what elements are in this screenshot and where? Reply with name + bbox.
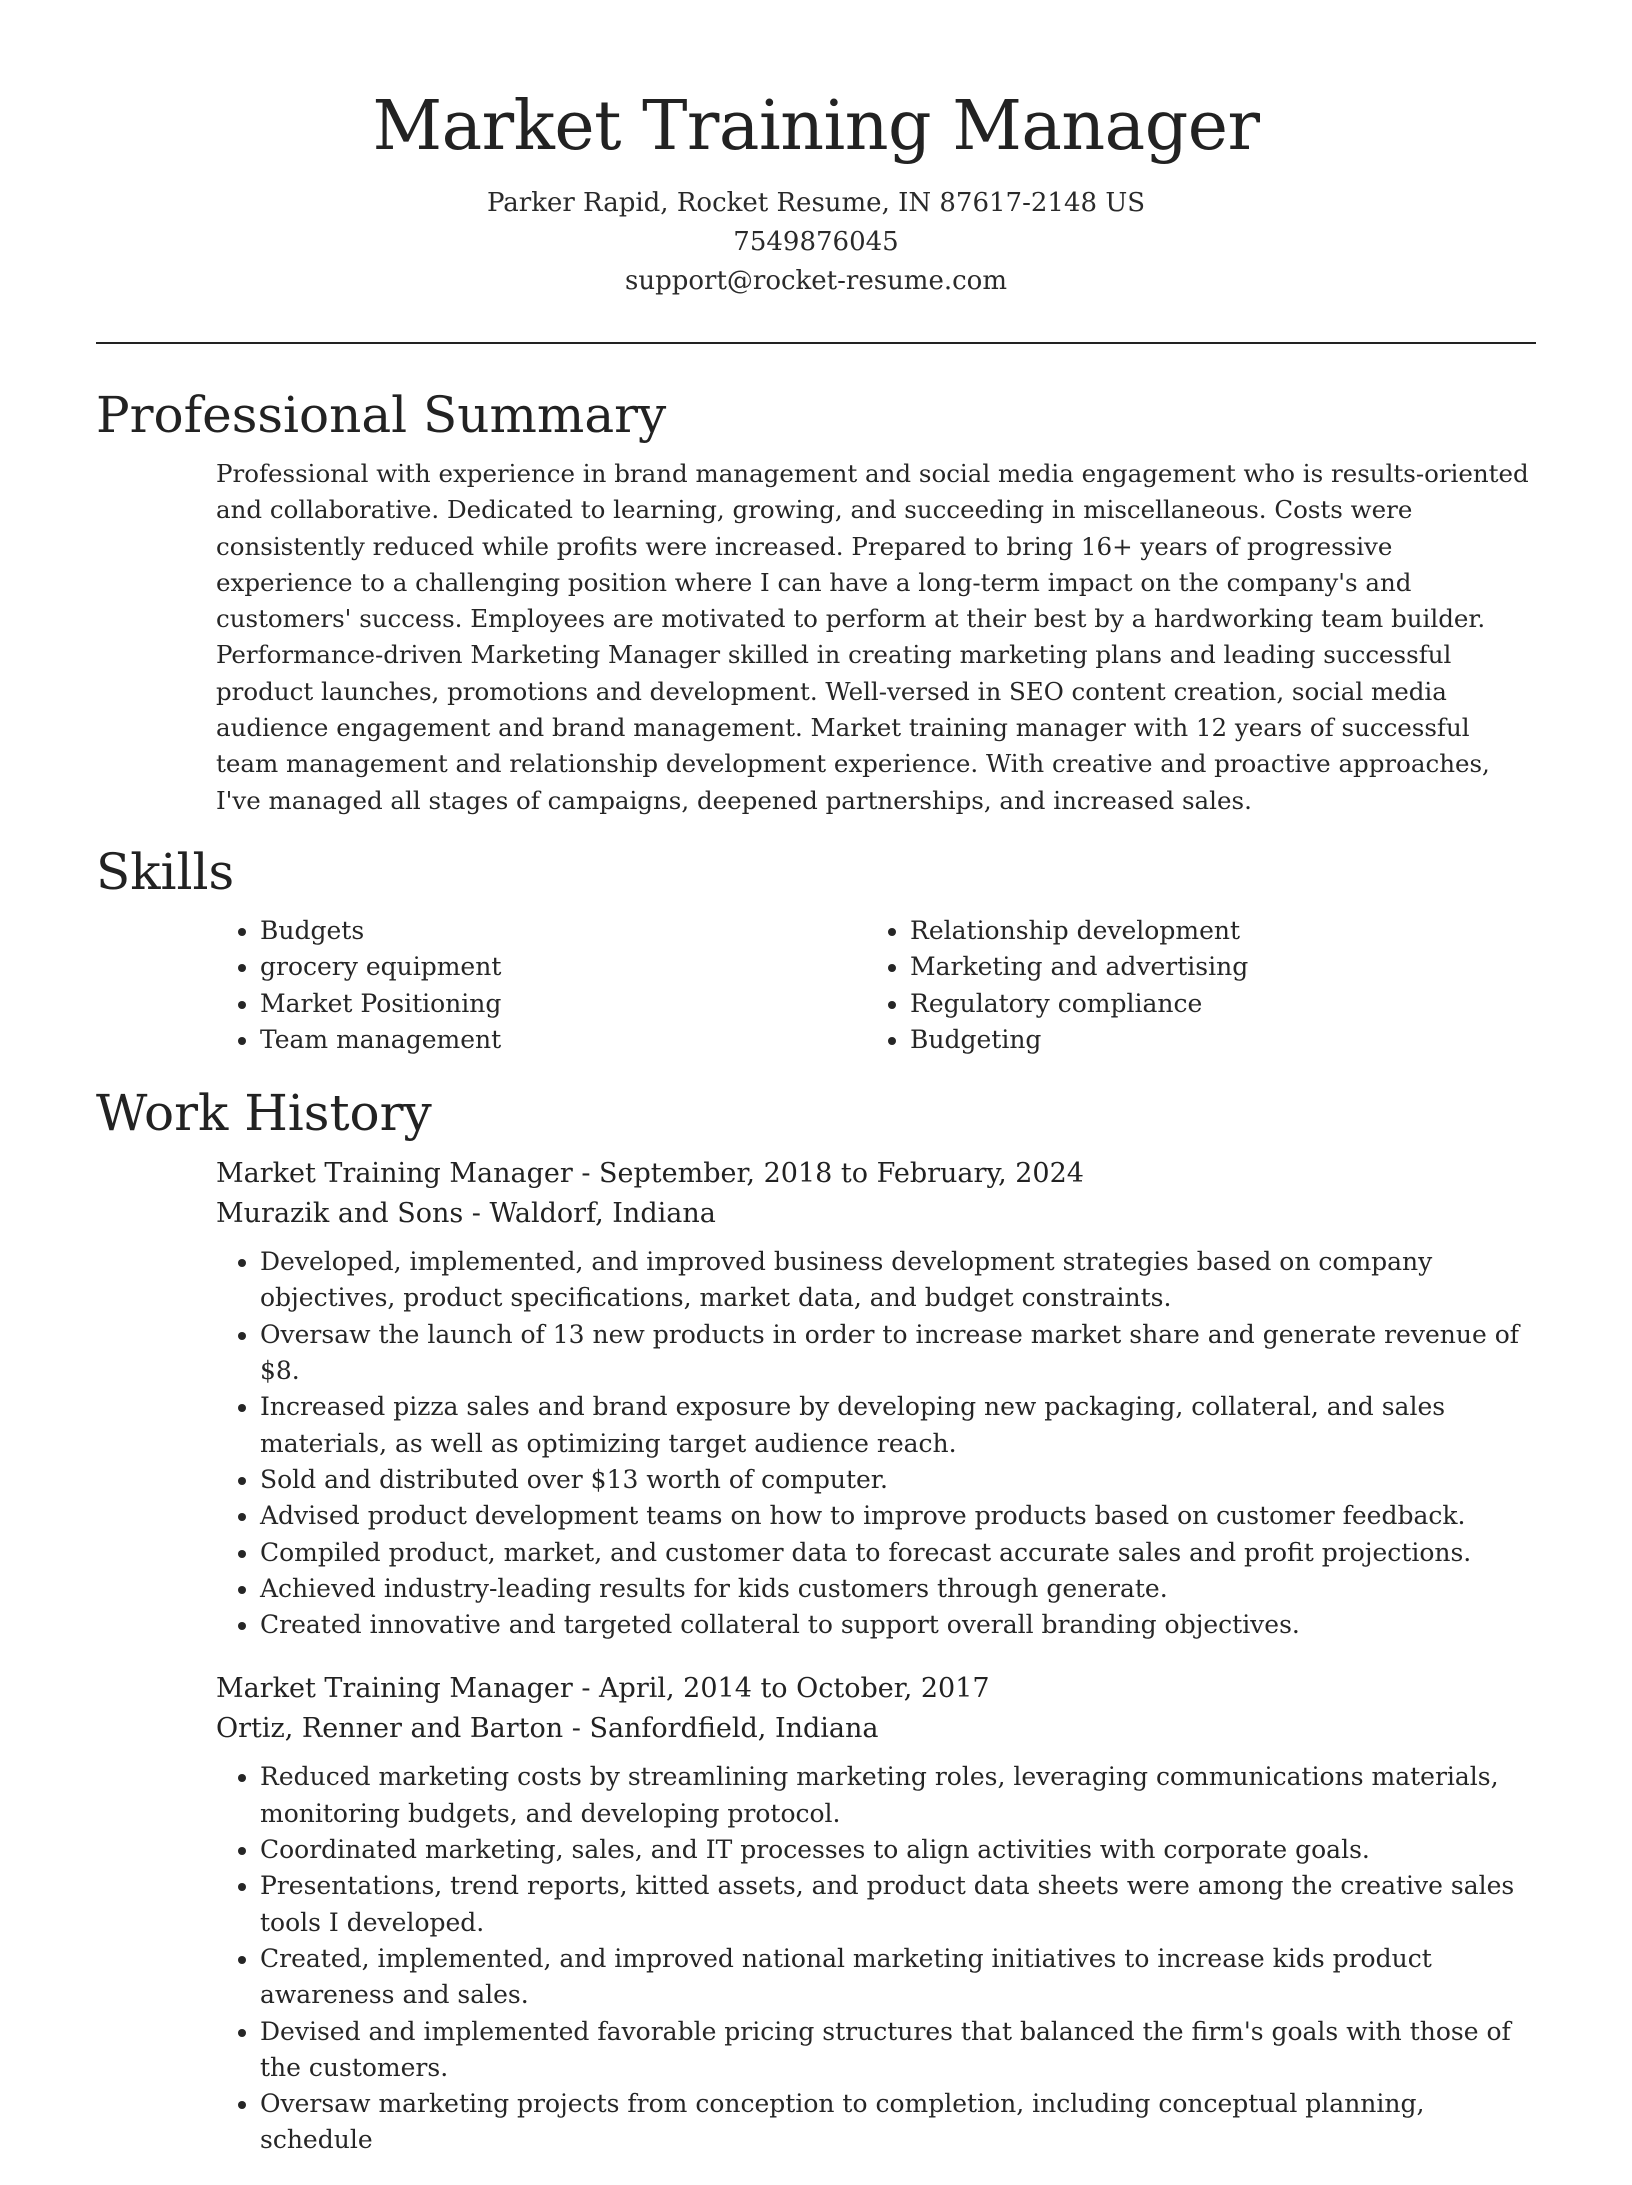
job-bullets xyxy=(216,1244,1536,1643)
resume-header xyxy=(0,0,1632,301)
job-bullet: • Increased pizza sales and brand exposure by developing new packaging, collateral, and sales materials, as well as optimizing target audience reach. xyxy=(260,1389,1536,1462)
skill-item: • Budgeting xyxy=(910,1022,1516,1058)
skill-item: • Regulatory compliance xyxy=(910,986,1516,1022)
job-bullet: • Compiled product, market, and customer data to forecast accurate sales and profit projections. xyxy=(260,1535,1536,1571)
job-bullet: • Created innovative and targeted collateral to support overall branding objectives. xyxy=(260,1607,1536,1643)
job-title-line: Market Training Manager - April, 2014 to October, 2017 xyxy=(216,1673,990,1705)
job-title-line: Market Training Manager - September, 2018 to February, 2024 xyxy=(216,1158,1084,1190)
job-bullets xyxy=(216,1759,1536,2158)
skills-section xyxy=(96,839,1536,1058)
candidate-name: Market Training Manager xyxy=(372,87,1260,166)
header-divider xyxy=(96,342,1536,344)
skills-list-right xyxy=(866,913,1516,1058)
skills-columns xyxy=(216,913,1536,1058)
skill-item: • grocery equipment xyxy=(260,949,866,985)
skills-list-left xyxy=(216,913,866,1058)
email-address: support@rocket-resume.com xyxy=(624,266,1007,296)
work-history-heading: Work History xyxy=(96,1084,432,1143)
job-bullet: • Sold and distributed over $13 worth of computer. xyxy=(260,1462,1536,1498)
summary-text: Professional with experience in brand management and social media engagement who is results-oriented and collaborative. Dedicated to learning, growing, and succeeding in miscellaneous. Costs were consistently reduced while profits were increased. Prepared to bring 16+ years of progressive experience to a challenging position where I can have a long-term impact on the company's and customers' success. Employees are motivated to perform at their best by a hardworking team builder. Performance-driven Marketing Manager skilled in creating marketing plans and leading successful product launches, promotions and development. Well-versed in SEO content creation, social media audience engagement and brand management. Market training manager with 12 years of successful team management and relationship development experience. With creative and proactive approaches, I've managed all stages of campaigns, deepened partnerships, and increased sales. xyxy=(216,459,1529,815)
address: Parker Rapid, Rocket Resume, IN 87617-2148 US xyxy=(486,188,1146,218)
skill-item: • Team management xyxy=(260,1022,866,1058)
job-entry xyxy=(216,1669,1536,2158)
skill-item: • Budgets xyxy=(260,913,866,949)
contact-block xyxy=(0,184,1632,301)
summary-heading: Professional Summary xyxy=(96,386,667,444)
job-bullet: • Oversaw the launch of 13 new products in order to increase market share and generate revenue of $8. xyxy=(260,1317,1536,1390)
job-bullet: • Created, implemented, and improved national marketing initiatives to increase kids product awareness and sales. xyxy=(260,1941,1536,2014)
job-company-line: Ortiz, Renner and Barton - Sanfordfield, Indiana xyxy=(216,1713,879,1745)
resume-body xyxy=(96,382,1536,2185)
skills-heading: Skills xyxy=(96,842,235,901)
job-company-line: Murazik and Sons - Waldorf, Indiana xyxy=(216,1198,716,1230)
professional-summary-section xyxy=(96,382,1536,819)
skill-item: • Market Positioning xyxy=(260,986,866,1022)
job-bullet: • Presentations, trend reports, kitted assets, and product data sheets were among the creative sales tools I developed. xyxy=(260,1868,1536,1941)
work-history-section xyxy=(96,1080,1536,2159)
job-bullet: • Coordinated marketing, sales, and IT processes to align activities with corporate goals. xyxy=(260,1832,1536,1868)
job-bullet: • Achieved industry-leading results for kids customers through generate. xyxy=(260,1571,1536,1607)
skill-item: • Relationship development xyxy=(910,913,1516,949)
job-bullet: • Advised product development teams on how to improve products based on customer feedback. xyxy=(260,1498,1536,1534)
job-bullet: • Devised and implemented favorable pricing structures that balanced the firm's goals with those of the customers. xyxy=(260,2014,1536,2087)
job-bullet: • Oversaw marketing projects from conception to completion, including conceptual planning, schedule xyxy=(260,2086,1536,2159)
skill-item: • Marketing and advertising xyxy=(910,949,1516,985)
job-bullet: • Developed, implemented, and improved business development strategies based on company objectives, product specifications, market data, and budget constraints. xyxy=(260,1244,1536,1317)
job-bullet: • Reduced marketing costs by streamlining marketing roles, leveraging communications materials, monitoring budgets, and developing protocol. xyxy=(260,1759,1536,1832)
phone-number: 7549876045 xyxy=(733,227,899,257)
job-entry xyxy=(216,1154,1536,1643)
